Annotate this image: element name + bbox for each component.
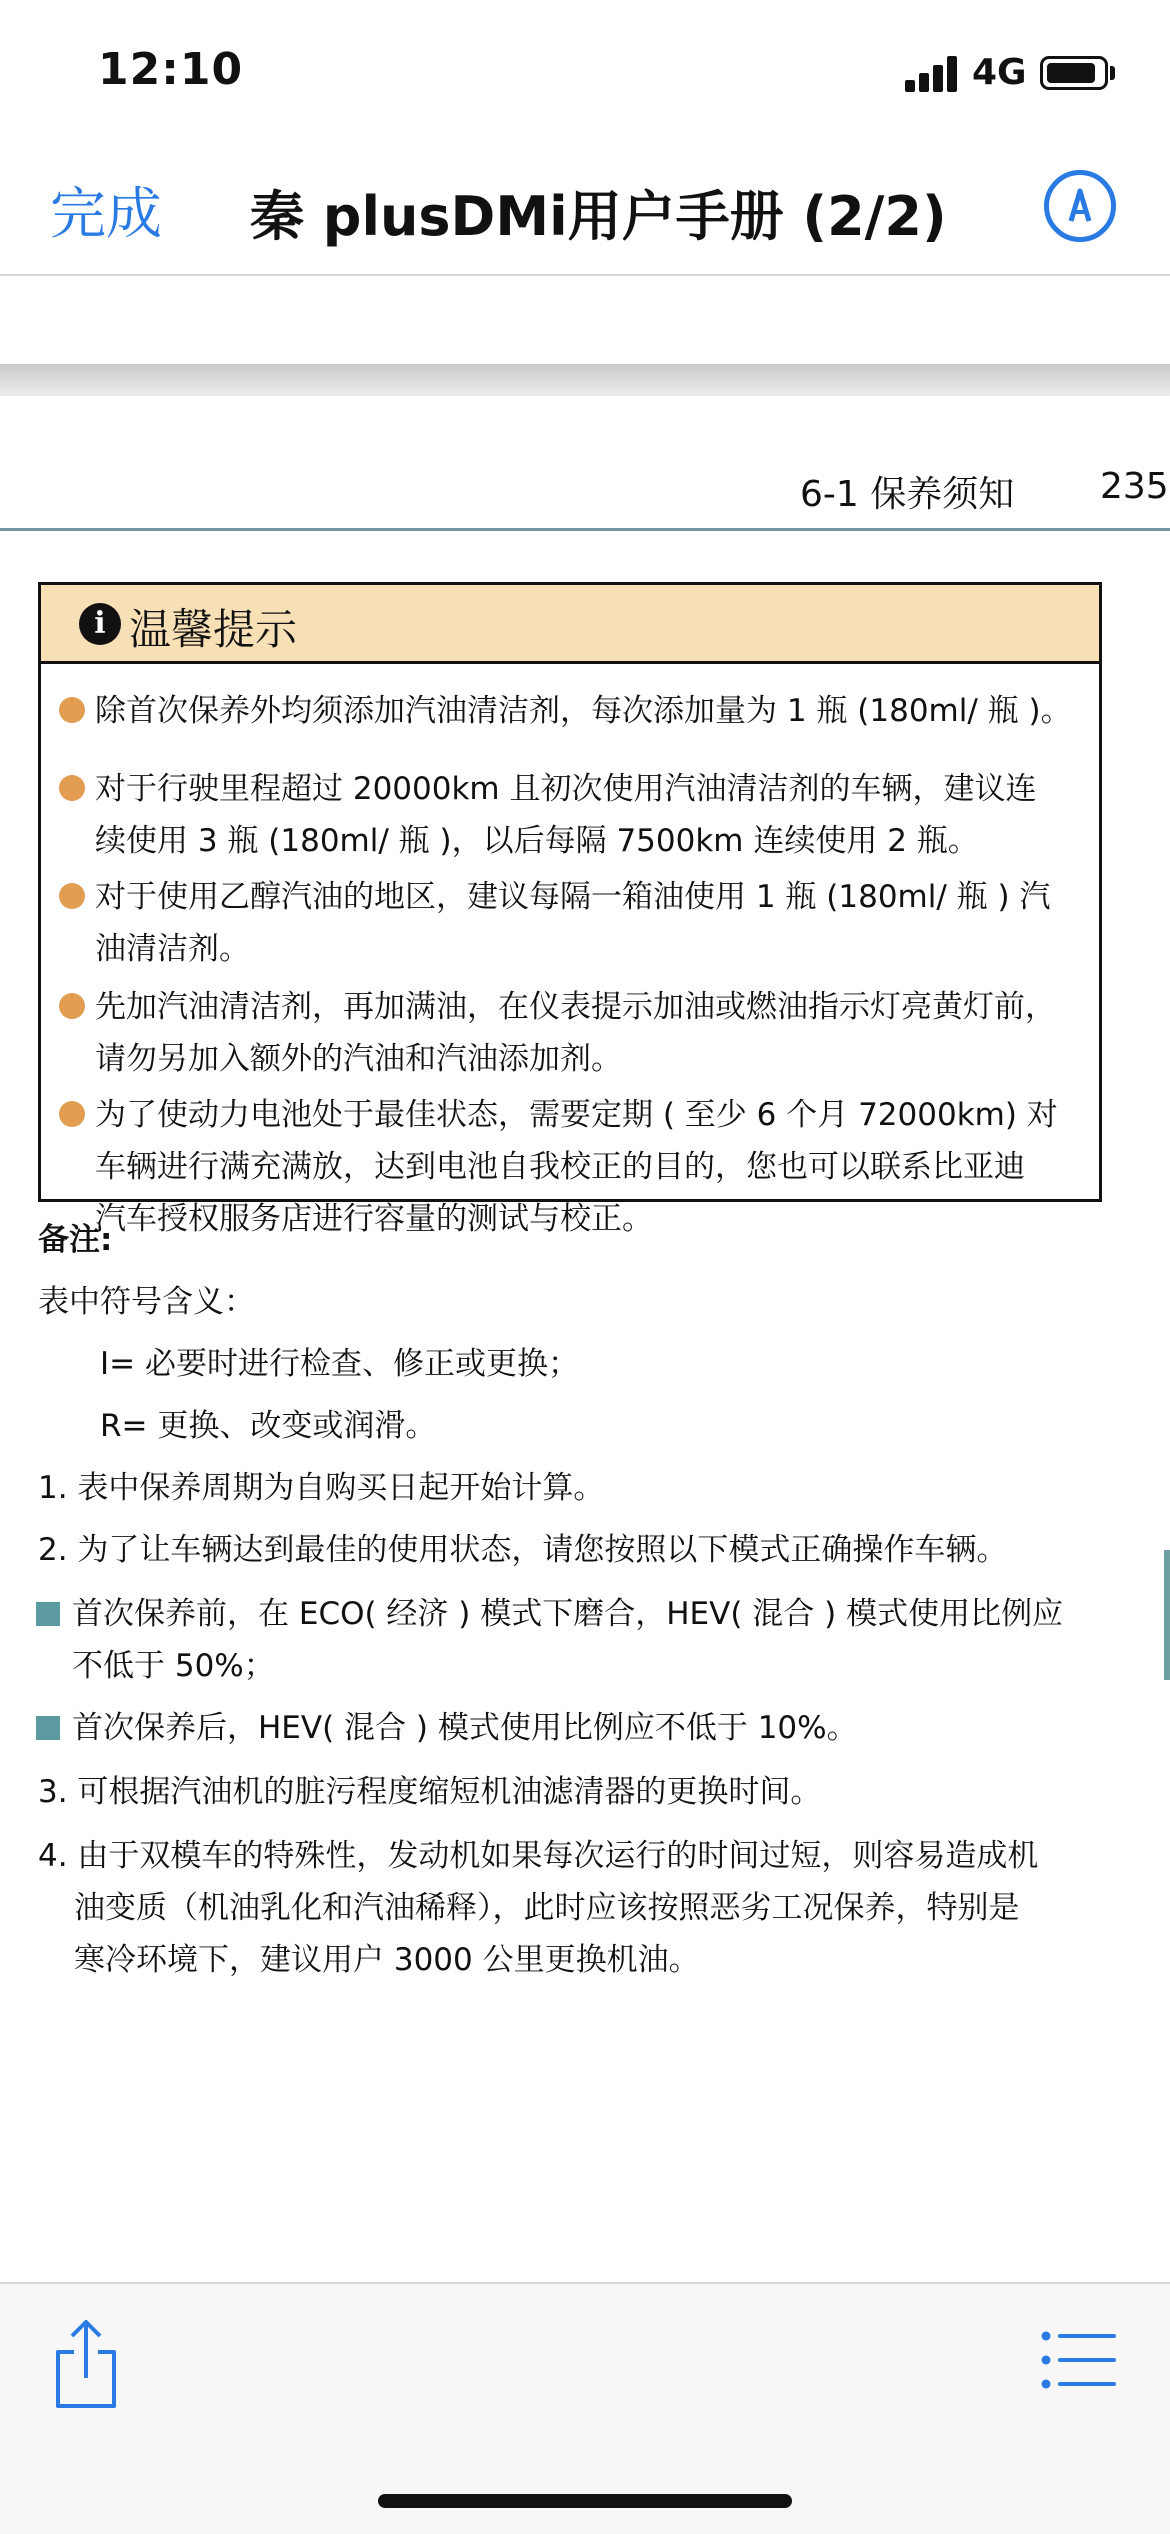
symbol-r-definition: R= 更换、改变或润滑。 [100, 1408, 437, 1444]
page-number: 235 [1100, 466, 1169, 507]
outline-list-button[interactable] [1040, 2330, 1116, 2390]
tip-line: 请勿另加入额外的汽油和汽油添加剂。 [95, 1041, 622, 1077]
symbols-intro: 表中符号含义： [38, 1284, 255, 1320]
tip-line: 为了使动力电池处于最佳状态，需要定期 ( 至少 6 个月 72000km) 对 [95, 1097, 1058, 1133]
list-icon [1040, 2330, 1116, 2390]
tip-line: 续使用 3 瓶 (180ml/ 瓶 )，以后每隔 7500km 连续使用 2 瓶。 [95, 823, 979, 859]
note-3: 3. 可根据汽油机的脏污程度缩短机油滤清器的更换时间。 [38, 1774, 822, 1810]
square-bullet-line: 首次保养后，HEV( 混合 ) 模式使用比例应不低于 10%。 [72, 1710, 858, 1746]
square-bullet-line: 不低于 50%； [72, 1648, 275, 1684]
bullet-dot-icon [59, 993, 85, 1019]
notes-heading: 备注: [38, 1222, 113, 1258]
bullet-dot-icon [59, 1101, 85, 1127]
status-time: 12:10 [98, 44, 244, 95]
tip-item [95, 685, 1095, 737]
square-bullet-item [72, 1702, 858, 1754]
tip-box-header [41, 585, 1099, 664]
status-bar [0, 0, 1170, 140]
scroll-indicator[interactable] [1164, 1550, 1170, 1680]
note-4-line: 4. 由于双模车的特殊性，发动机如果每次运行的时间过短，则容易造成机 [38, 1838, 1039, 1874]
square-bullet-icon [36, 1602, 60, 1626]
tip-item [95, 871, 1095, 975]
tip-item [95, 981, 1095, 1085]
share-icon [52, 2318, 120, 2410]
battery-icon [1040, 56, 1108, 90]
header-divider [0, 528, 1170, 531]
square-bullet-icon [36, 1716, 60, 1740]
document-title: 秦 plusDMi用户手册 (2/2) [250, 185, 947, 248]
tip-line: 除首次保养外均须添加汽油清洁剂，每次添加量为 1 瓶 (180ml/ 瓶 )。 [95, 693, 1072, 729]
note-4 [38, 1830, 1038, 1986]
note-2: 2. 为了让车辆达到最佳的使用状态，请您按照以下模式正确操作车辆。 [38, 1532, 1008, 1568]
tip-line: 对于使用乙醇汽油的地区，建议每隔一箱油使用 1 瓶 (180ml/ 瓶 ) 汽 [95, 879, 1051, 915]
battery-tip [1110, 66, 1115, 80]
tip-line: 对于行驶里程超过 20000km 且初次使用汽油清洁剂的车辆，建议连 [95, 771, 1037, 807]
share-button[interactable] [52, 2318, 120, 2410]
tip-item [95, 1089, 1095, 1245]
square-bullet-line: 首次保养前，在 ECO( 经济 ) 模式下磨合，HEV( 混合 ) 模式使用比例应 [72, 1596, 1064, 1632]
note-1: 1. 表中保养周期为自购买日起开始计算。 [38, 1470, 605, 1506]
symbol-i-definition: I= 必要时进行检查、修正或更换； [100, 1346, 579, 1382]
tip-item [95, 763, 1095, 867]
note-4-line: 油变质（机油乳化和汽油稀释），此时应该按照恶劣工况保养，特别是 [74, 1890, 1020, 1926]
markup-button[interactable] [1044, 170, 1116, 242]
square-bullet-item [72, 1588, 1063, 1692]
tip-box-title: 温馨提示 [129, 605, 298, 654]
page-separator [0, 364, 1170, 396]
tip-line: 车辆进行满充满放，达到电池自我校正的目的，您也可以联系比亚迪 [95, 1149, 1025, 1185]
note-4-line: 寒冷环境下，建议用户 3000 公里更换机油。 [74, 1942, 700, 1978]
tip-line: 汽车授权服务店进行容量的测试与校正。 [95, 1201, 653, 1237]
section-title: 6-1 保养须知 [800, 474, 1015, 515]
bottom-toolbar [0, 2282, 1170, 2534]
network-type: 4G [972, 52, 1027, 93]
tip-box [38, 582, 1102, 1237]
markup-pen-icon [1049, 175, 1111, 237]
bullet-dot-icon [59, 775, 85, 801]
tip-line: 油清洁剂。 [95, 931, 250, 967]
nav-bar [0, 140, 1170, 276]
bullet-dot-icon [59, 883, 85, 909]
home-indicator[interactable] [378, 2494, 792, 2508]
info-icon: i [79, 603, 121, 645]
tip-line: 先加汽油清洁剂，再加满油，在仪表提示加油或燃油指示灯亮黄灯前， [95, 989, 1056, 1025]
cellular-signal-icon [905, 56, 959, 92]
bullet-dot-icon [59, 697, 85, 723]
done-button[interactable]: 完成 [50, 170, 162, 250]
document-page[interactable] [0, 396, 1170, 2278]
